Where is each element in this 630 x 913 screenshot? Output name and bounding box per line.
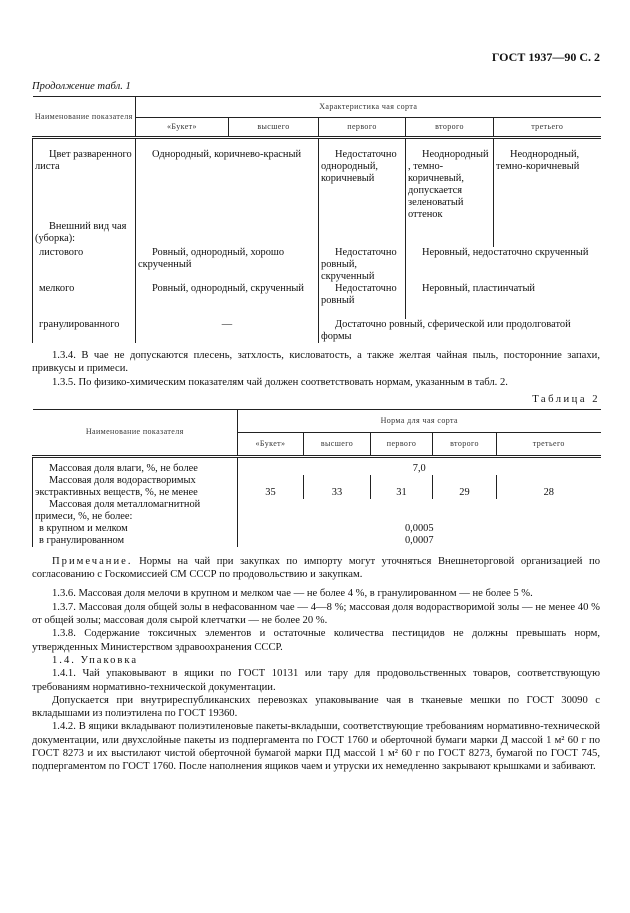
cell: 31 bbox=[371, 475, 433, 499]
col-header: «Букет» bbox=[238, 432, 304, 456]
paragraph-1-3-6: 1.3.6. Массовая доля мелочи в крупном и мелком чае — не более 4 %, в гранулированном — не более 5 %. bbox=[52, 588, 533, 600]
paragraph-1-3-4: 1.3.4. В чае не допускаются плесень, затхлость, кисловатость, а также желтая чайная пыль, посторонние запахи, привкусы и примеси. bbox=[32, 350, 600, 375]
cell: Ровный, однородный, хорошо скрученный bbox=[136, 247, 319, 283]
cell: 7,0 bbox=[238, 456, 601, 475]
note-text: Нормы на чай при закупках по импорту могут уточняться Внешнеторговой организацией по согласованию с Госкомиссией СМ СССР по продовольствию и закупкам. bbox=[32, 555, 600, 581]
cell: Неоднородный, темно-коричневый, допускается зеленоватый оттенок bbox=[406, 138, 494, 222]
cell: 33 bbox=[304, 475, 371, 499]
col-header: высшего bbox=[304, 432, 371, 456]
paragraph-1-4-1-b: Допускается при внутриреспубликанских перевозках упаковывание чая в тканевые мешки по ГОСТ 30090 с вкладышами из полиэтилена по ГОСТ 19360. bbox=[32, 694, 600, 720]
cell: Неровный, недостаточно скрученный bbox=[406, 247, 601, 283]
col-header: второго bbox=[433, 432, 497, 456]
table1-caption: Продолжение табл. 1 bbox=[32, 81, 131, 92]
cell: 29 bbox=[433, 475, 497, 499]
paragraph-1-4-1: 1.4.1. Чай упаковывают в ящики по ГОСТ 10131 или тару для продовольственных товаров, соответствующую требованиям нормативно-технической документации. bbox=[32, 668, 600, 693]
row-label: мелкого bbox=[33, 283, 136, 319]
cell: Достаточно ровный, сферической или продолговатой формы bbox=[319, 319, 601, 343]
paragraph-1-4-2: 1.4.2. В ящики вкладывают полиэтиленовые пакеты-вкладыши, соответствующие требованиям нормативно-технической документации, или двухслойные пакеты из подпергамента по ГОСТ 1760 и оберточной бумаги марки Д массой 1 м² 60 г по ГОСТ 8273 и их выстилают чистой оберточной бумагой марки ПД массой 1 м² 60 г по ГОСТ 8273, бумагой по ГОСТ 745, подпергаментом по ГОСТ 1760. После наполнения ящиков чаем и утруски их немедленно закрывают крышками и забивают. bbox=[32, 721, 600, 773]
col-header: третьего bbox=[494, 118, 601, 138]
col-header: первого bbox=[371, 432, 433, 456]
row-label: в гранулированном bbox=[33, 535, 238, 547]
row-label: экстрактивных веществ, %, не менее bbox=[35, 486, 198, 498]
col-header: высшего bbox=[229, 118, 319, 138]
row-label: Массовая доля водорастворимых bbox=[49, 474, 196, 486]
row-label: Массовая доля влаги, %, не более bbox=[33, 456, 238, 475]
row-label: Внешний вид чая (уборка): bbox=[33, 221, 136, 247]
row-label: примеси, %, не более: bbox=[35, 510, 133, 522]
row-label: листового bbox=[33, 247, 136, 283]
cell: Неоднородный, темно-коричневый bbox=[494, 138, 601, 222]
col-header: третьего bbox=[497, 432, 601, 456]
cell: 35 bbox=[238, 475, 304, 499]
cell: — bbox=[136, 319, 319, 343]
paragraph-1-3-5: 1.3.5. По физико-химическим показателям чай должен соответствовать нормам, указанным в табл. 2. bbox=[52, 376, 508, 388]
note-label: Примечание. bbox=[52, 555, 133, 567]
section-text-1 bbox=[32, 349, 600, 389]
name-header: Наименование показателя bbox=[33, 409, 238, 456]
row-label: Массовая доля металломагнитной bbox=[49, 498, 201, 510]
cell: Неровный, пластинчатый bbox=[406, 283, 601, 319]
table2-caption: Таблица 2 bbox=[532, 393, 600, 405]
group-header: Норма для чая сорта bbox=[238, 409, 601, 432]
table-1 bbox=[32, 96, 601, 343]
paragraph-1-3-7: 1.3.7. Массовая доля общей золы в нефасованном чае — 4—8 %; массовая доля водорастворимой золы — не менее 40 % от общей золы; массовая доля сырой клетчатки — не более 20 %. bbox=[32, 601, 600, 627]
col-header: «Букет» bbox=[136, 118, 229, 138]
page-header: ГОСТ 1937—90 С. 2 bbox=[491, 50, 600, 64]
cell: Недостаточно однородный, коричневый bbox=[319, 138, 406, 222]
row-label: гранулированного bbox=[33, 319, 136, 343]
section-heading-1-4: 1.4. Упаковка bbox=[52, 654, 139, 666]
row-label: Цвет разваренного листа bbox=[33, 138, 136, 222]
note bbox=[32, 555, 600, 582]
col-header: первого bbox=[319, 118, 406, 138]
cell: Однородный, коричнево-красный bbox=[136, 138, 319, 222]
cell: 0,0007 bbox=[238, 535, 601, 547]
col-header: второго bbox=[406, 118, 494, 138]
table-2 bbox=[32, 409, 601, 547]
cell: Недостаточно ровный bbox=[319, 283, 406, 319]
cell: 0,0005 bbox=[238, 523, 601, 535]
cell: 28 bbox=[497, 475, 601, 499]
section-text-2 bbox=[32, 555, 600, 774]
cell: Ровный, однородный, скрученный bbox=[136, 283, 319, 319]
cell: Недостаточно ровный, скрученный bbox=[319, 247, 406, 283]
name-header: Наименование показателя bbox=[33, 97, 136, 138]
row-label: в крупном и мелком bbox=[33, 523, 238, 535]
group-header: Характеристика чая сорта bbox=[136, 97, 601, 118]
paragraph-1-3-8: 1.3.8. Содержание токсичных элементов и остаточные количества пестицидов не должны превышать норм, утвержденных Министерством здравоохранения СССР. bbox=[32, 628, 600, 653]
